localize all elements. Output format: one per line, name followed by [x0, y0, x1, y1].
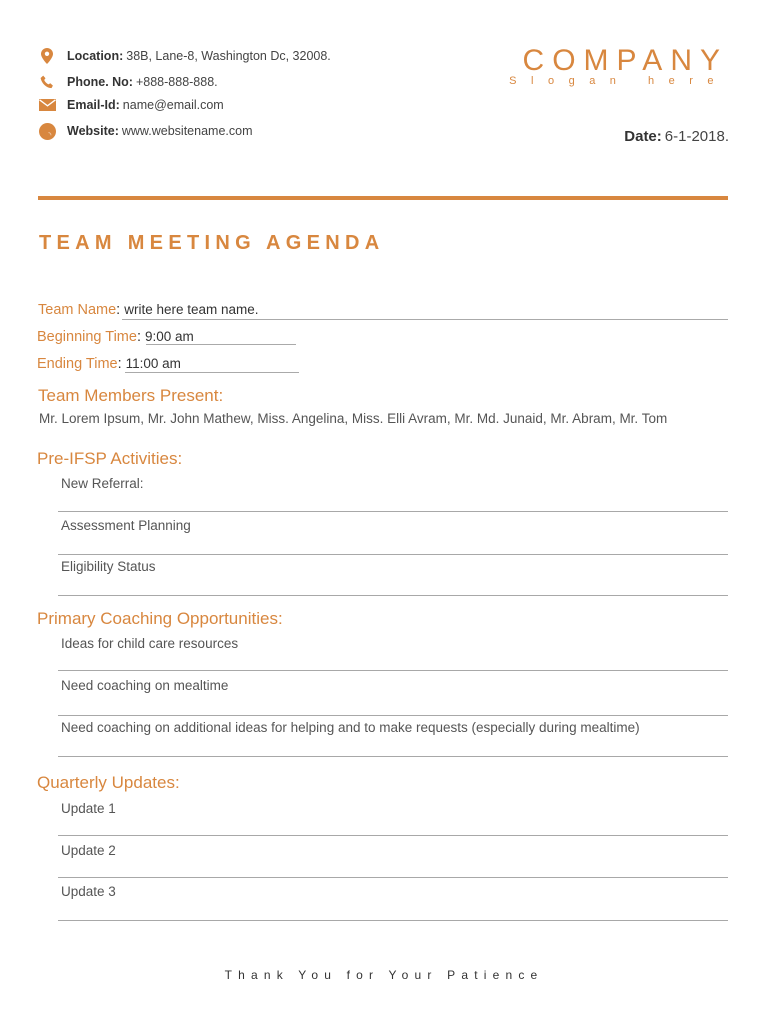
- item-divider: [58, 835, 728, 836]
- envelope-icon: [38, 97, 56, 113]
- team-name-field: Team Name: write here team name.: [38, 302, 259, 318]
- team-name-value[interactable]: write here team name.: [124, 302, 259, 317]
- date-value: 6-1-2018.: [664, 128, 729, 145]
- list-item: Eligibility Status: [61, 559, 156, 574]
- ending-time-underline: [125, 372, 299, 373]
- section-heading: Quarterly Updates:: [37, 773, 180, 792]
- beginning-time-value[interactable]: 9:00 am: [144, 329, 194, 344]
- email-value: name@email.com: [122, 98, 224, 112]
- item-divider: [58, 877, 728, 878]
- meeting-date: [624, 128, 729, 145]
- ending-time-value[interactable]: 11:00 am: [125, 356, 181, 371]
- website-label: Website:: [67, 124, 119, 138]
- list-item: Update 3: [61, 884, 116, 899]
- location-label: Location:: [67, 49, 124, 63]
- contact-email: [38, 96, 224, 114]
- ending-time-field: Ending Time: 11:00 am: [37, 356, 181, 372]
- list-item: Need coaching on mealtime: [61, 678, 229, 693]
- team-members-list: Mr. Lorem Ipsum, Mr. John Mathew, Miss. Angelina, Miss. Elli Avram, Mr. Md. Junaid, Mr. Abram, Mr. Tom: [39, 411, 668, 426]
- section-heading: Primary Coaching Opportunities:: [37, 609, 283, 628]
- beginning-time-label: Beginning Time: [37, 329, 137, 345]
- footer-text: Thank You for Your Patience: [224, 968, 544, 982]
- list-item: Assessment Planning: [61, 518, 191, 533]
- website-value: www.websitename.com: [121, 124, 253, 138]
- location-value: 38B, Lane-8, Washington Dc, 32008.: [126, 49, 331, 63]
- item-divider: [58, 920, 728, 921]
- date-label: Date:: [624, 128, 662, 145]
- item-divider: [58, 670, 728, 671]
- section-heading: Pre-IFSP Activities:: [37, 449, 183, 468]
- map-pin-icon: [38, 48, 56, 64]
- item-divider: [58, 595, 728, 596]
- contact-location: [38, 47, 331, 65]
- item-divider: [58, 511, 728, 512]
- item-divider: [58, 756, 728, 757]
- list-item: Ideas for child care resources: [61, 636, 239, 651]
- contact-phone: [38, 73, 218, 91]
- globe-icon: [38, 123, 56, 139]
- phone-icon: [38, 74, 56, 90]
- header-divider: [38, 196, 728, 200]
- phone-value: +888-888-888.: [135, 75, 218, 89]
- list-item: New Referral:: [61, 476, 144, 491]
- contact-website: [38, 122, 252, 140]
- company-slogan: Slogan here: [509, 75, 728, 87]
- item-divider: [58, 554, 728, 555]
- company-name: COMPANY: [522, 44, 728, 77]
- team-name-underline: [122, 319, 728, 320]
- list-item: Update 2: [61, 843, 116, 858]
- ending-time-label: Ending Time: [37, 356, 118, 372]
- phone-label: Phone. No:: [67, 75, 133, 89]
- item-divider: [58, 715, 728, 716]
- list-item: Need coaching on additional ideas for helping and to make requests (especially during mealtime): [61, 720, 640, 735]
- page-title: TEAM MEETING AGENDA: [39, 232, 385, 254]
- team-name-label: Team Name: [38, 302, 117, 318]
- beginning-time-underline: [146, 344, 296, 345]
- team-members-heading: Team Members Present:: [38, 386, 224, 405]
- beginning-time-field: Beginning Time: 9:00 am: [37, 329, 194, 345]
- list-item: Update 1: [61, 801, 116, 816]
- email-label: Email-Id:: [67, 98, 120, 112]
